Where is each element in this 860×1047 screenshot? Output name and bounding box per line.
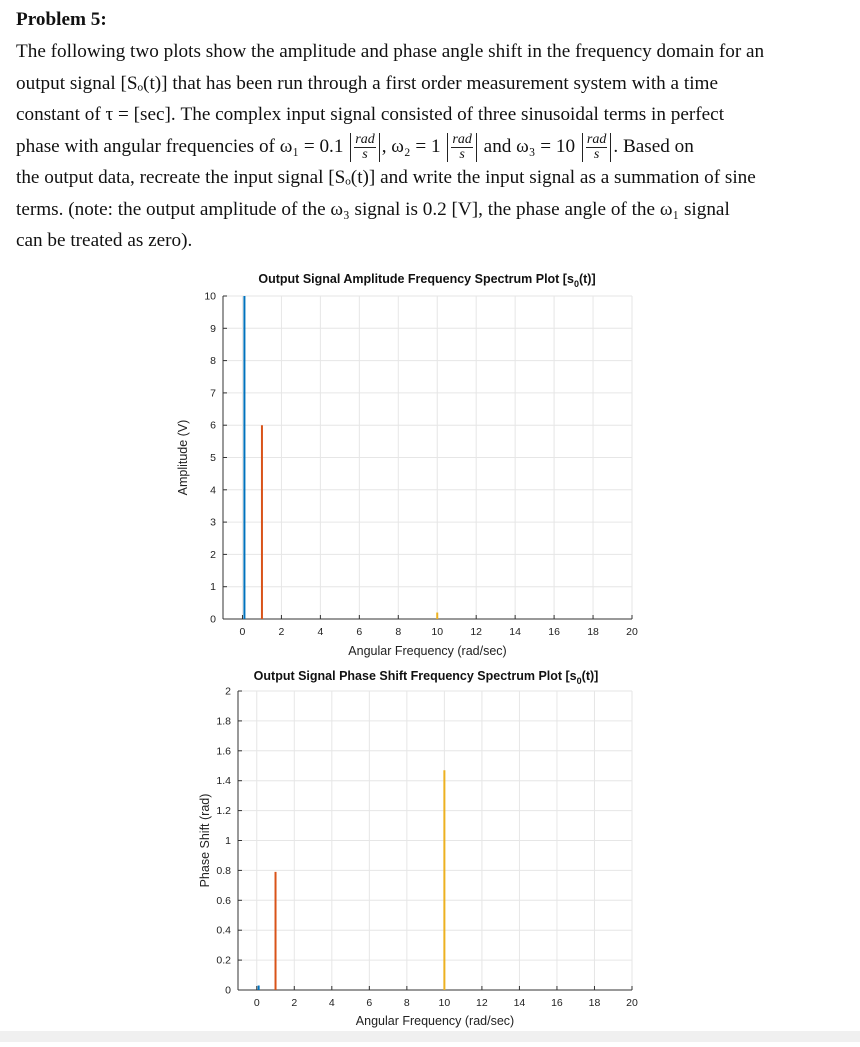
x-tick-label: 12 [476, 997, 488, 1009]
problem-body [16, 36, 846, 257]
x-tick-label: 2 [278, 626, 285, 638]
x-tick-label: 0 [253, 997, 260, 1009]
y-tick-label: 9 [210, 322, 216, 335]
x-tick-label: 10 [431, 626, 444, 638]
omega2-text: , ω₂ = 1 [381, 135, 441, 157]
unit-denominator: s [593, 146, 600, 162]
unit-denominator: s [459, 146, 465, 162]
y-tick-label: 10 [204, 290, 216, 303]
y-tick-label: 3 [210, 516, 216, 529]
y-tick-label: 0.4 [216, 924, 231, 937]
unit-denominator: s [362, 146, 368, 162]
x-tick-label: 0 [239, 626, 246, 638]
x-tick-label: 20 [626, 626, 638, 638]
y-tick-label: 7 [210, 387, 216, 400]
y-tick-label: 1 [225, 835, 231, 847]
unit-numerator: rad [452, 131, 472, 147]
x-tick-label: 6 [356, 626, 363, 638]
y-tick-label: 0 [225, 984, 231, 997]
problem-line-7: can be treated as zero). [16, 230, 193, 251]
problem-line-2: output signal [Sₒ(t)] that has been run through a first order measurement system with a time [16, 72, 718, 94]
x-tick-label: 6 [366, 997, 373, 1009]
problem-title: Problem 5: [16, 9, 107, 30]
x-tick-label: 8 [403, 997, 410, 1009]
x-axis-label: Angular Frequency (rad/sec) [348, 644, 507, 658]
x-tick-label: 8 [395, 626, 402, 638]
problem-line-1: The following two plots show the amplitude and phase angle shift in the frequency domain for an [16, 41, 765, 62]
x-tick-label: 10 [438, 997, 451, 1009]
x-tick-label: 12 [470, 626, 483, 638]
problem-line-5: the output data, recreate the input signal [Sₒ(t)] and write the input signal as a summation of sine [16, 167, 756, 188]
unit-numerator: rad [355, 131, 375, 147]
problem-line-4 [16, 131, 846, 163]
x-axis-label: Angular Frequency (rad/sec) [355, 1014, 515, 1028]
x-tick-label: 4 [317, 626, 324, 638]
chart-title: Output Signal Amplitude Frequency Spectrum Plot $[s_0(t)]$ [258, 272, 596, 289]
y-tick-label: 1.4 [216, 775, 231, 788]
unit-fraction-1 [350, 133, 379, 162]
y-tick-label: 4 [210, 484, 216, 497]
y-tick-label: 0.8 [216, 864, 231, 877]
omega1-text: phase with angular frequencies of ω₁ = 0.1 [16, 135, 344, 157]
y-tick-label: 0.6 [216, 894, 231, 907]
y-tick-label: 5 [210, 452, 216, 464]
y-tick-label: 0 [210, 613, 216, 626]
x-tick-label: 16 [548, 626, 560, 638]
chart-title: Output Signal Phase Shift Frequency Spectrum Plot $[s_0(t)]$ [253, 669, 599, 686]
omega3-text: and ω₃ = 10 [478, 135, 576, 157]
y-tick-label: 2 [225, 685, 231, 698]
problem-statement [16, 8, 846, 257]
y-tick-label: 6 [210, 419, 216, 432]
y-tick-label: 1.2 [216, 805, 231, 818]
y-tick-label: 1.6 [216, 745, 231, 758]
y-tick-label: 1 [210, 581, 216, 594]
y-tick-label: 2 [210, 548, 216, 561]
x-tick-label: 18 [587, 626, 599, 638]
x-tick-label: 18 [588, 997, 601, 1009]
unit-fraction-3 [582, 133, 611, 162]
x-tick-label: 14 [513, 997, 526, 1009]
y-tick-label: 1.8 [216, 715, 231, 728]
chart-1 [176, 272, 638, 658]
y-tick-label: 0.2 [216, 954, 231, 967]
y-tick-label: 8 [210, 355, 216, 368]
x-tick-label: 20 [626, 997, 638, 1009]
chart-2 [198, 669, 638, 1028]
x-tick-label: 4 [328, 997, 335, 1009]
problem-line-6: terms. (note: the output amplitude of the ω₃ signal is 0.2 [V], the phase angle of the ω₁ signal [16, 198, 730, 220]
figure [0, 255, 860, 1042]
unit-numerator: rad [586, 131, 607, 147]
problem-line-3: constant of τ = [sec]. The complex input signal consisted of three sinusoidal terms in perfect [16, 104, 725, 125]
unit-fraction-2 [447, 133, 476, 162]
x-tick-label: 14 [509, 626, 521, 638]
bottom-bar [0, 1031, 860, 1042]
y-axis-label: Amplitude (V) [176, 419, 190, 496]
x-tick-label: 16 [551, 997, 563, 1009]
x-tick-label: 2 [291, 997, 298, 1009]
line4-end-text: . Based on [613, 135, 694, 157]
charts-svg [0, 255, 860, 1042]
y-axis-label: Phase Shift (rad) [198, 793, 212, 888]
